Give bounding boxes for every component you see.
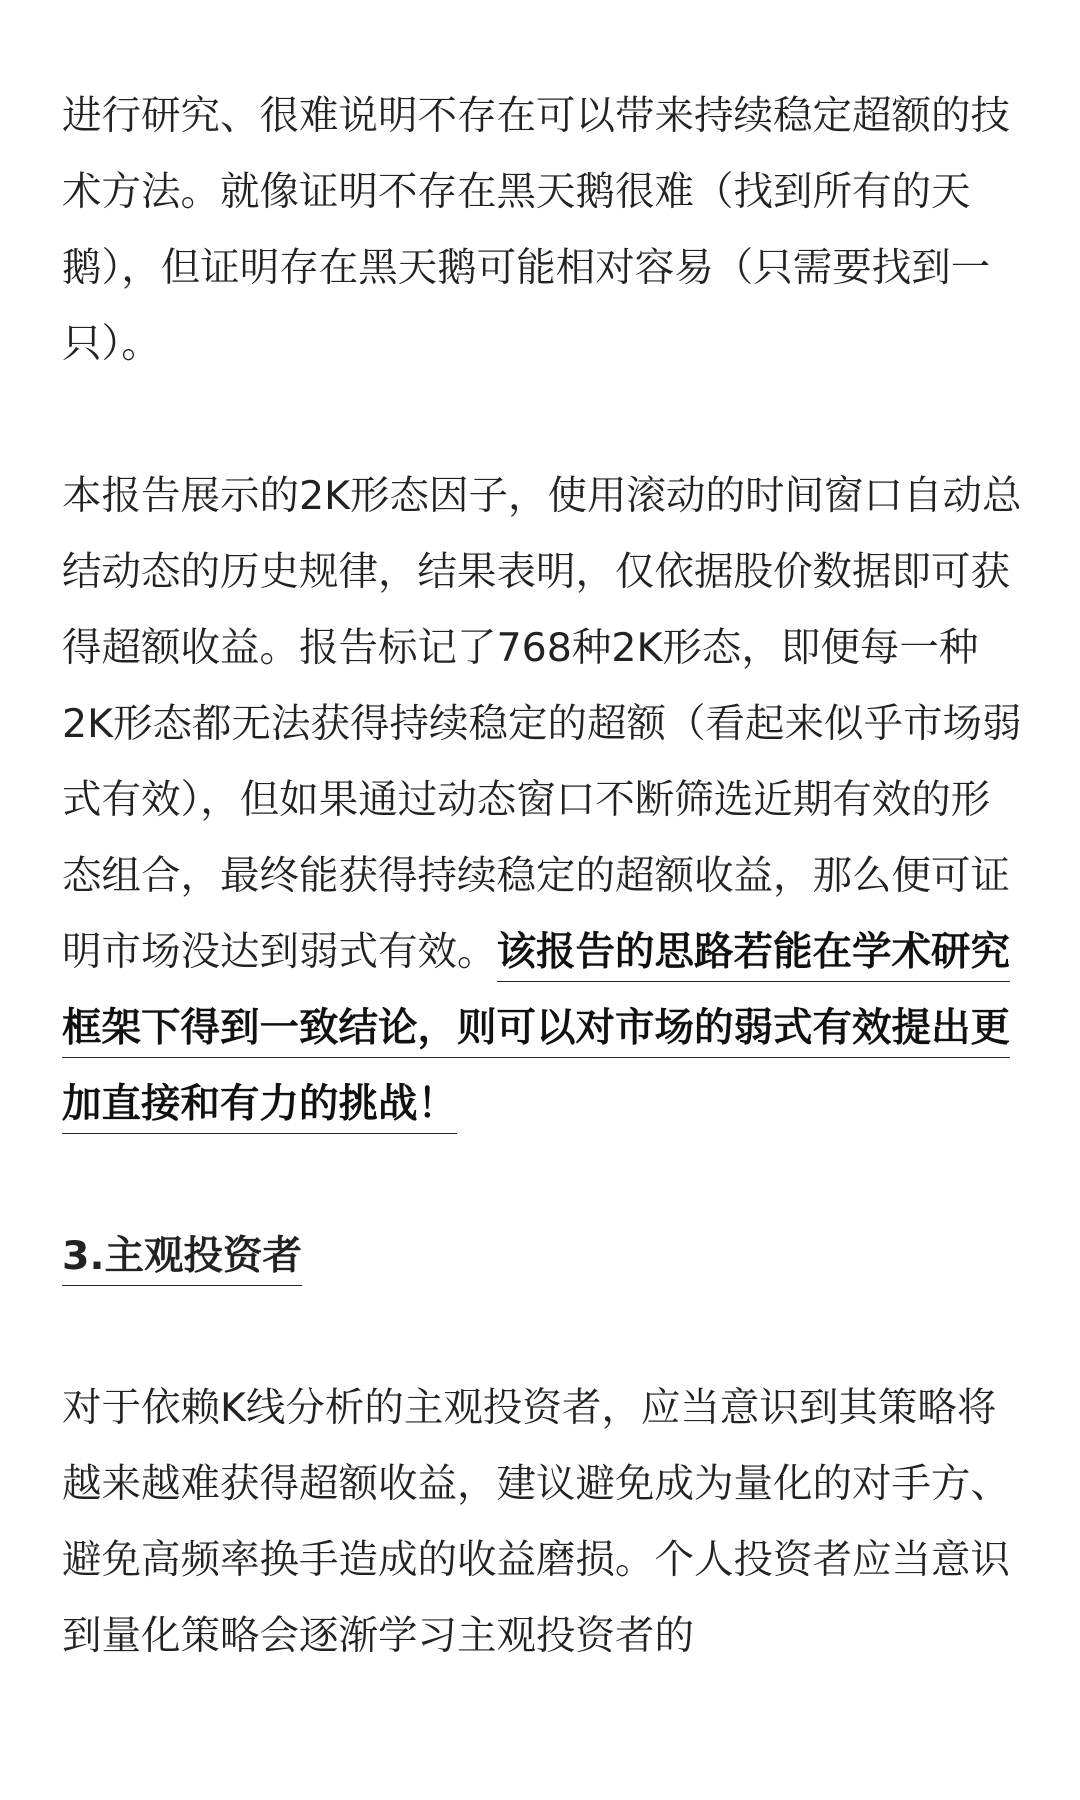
paragraph-black-swan: 进行研究、很难说明不存在可以带来持续稳定超额的技术方法。就像证明不存在黑天鹅很难（找到所有的天鹅），但证明存在黑天鹅可能相对容易（只需要找到一只）。 xyxy=(62,93,1010,367)
section-heading xyxy=(62,1218,1022,1294)
paragraph-2k-factor xyxy=(62,458,1022,1142)
paragraph-gap xyxy=(62,1142,1022,1218)
highlighted-conclusion: 该报告的思路若能在学术研究框架下得到一致结论，则可以对市场的弱式有效提出更加直接和有力的挑战！ xyxy=(62,929,1010,1134)
paragraph-gap xyxy=(62,1294,1022,1370)
section-heading-text: 3.主观投资者 xyxy=(62,1233,302,1286)
paragraph-2k-factor-text: 本报告展示的2K形态因子，使用滚动的时间窗口自动总结动态的历史规律，结果表明，仅依据股价数据即可获得超额收益。报告标记了768种2K形态，即便每一种2K形态都无法获得持续稳定的超额（看起来似乎市场弱式有效），但如果通过动态窗口不断筛选近期有效的形态组合，最终能获得持续稳定的超额收益，那么便可证明市场没达到弱式有效。 xyxy=(62,473,1022,975)
paragraph-subjective-investors: 对于依赖K线分析的主观投资者，应当意识到其策略将越来越难获得超额收益，建议避免成为量化的对手方、避免高频率换手造成的收益磨损。个人投资者应当意识到量化策略会逐渐学习主观投资者的 xyxy=(62,1385,1010,1659)
article-body xyxy=(62,78,1022,1674)
paragraph-gap xyxy=(62,382,1022,458)
